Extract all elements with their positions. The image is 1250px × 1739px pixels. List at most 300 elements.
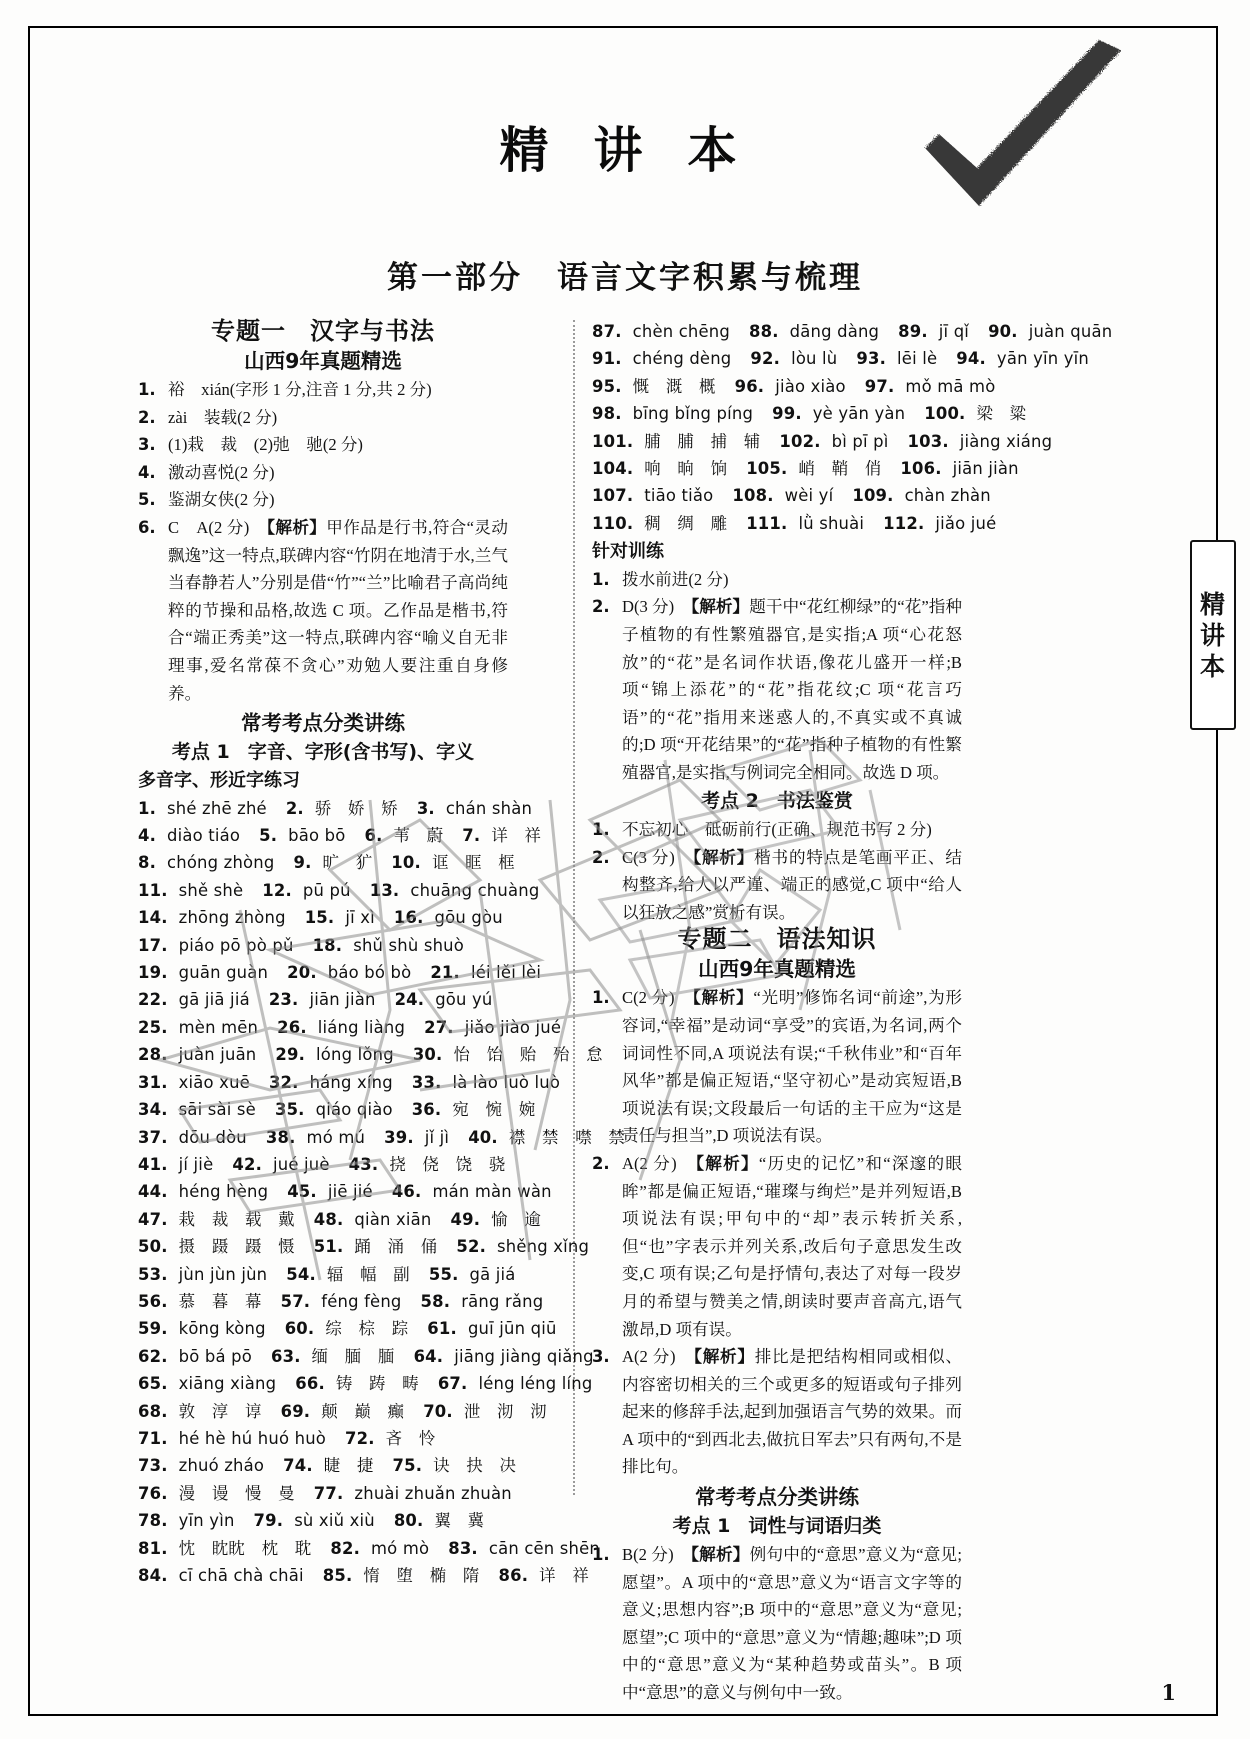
pinyin-entry-value: cī chā chà chāi bbox=[178, 1566, 304, 1585]
pinyin-entry-number: 56. bbox=[138, 1291, 168, 1311]
pinyin-entry-number: 9. bbox=[293, 853, 312, 873]
pinyin-entry-value: chán shàn bbox=[445, 798, 533, 818]
pinyin-entry-number: 32. bbox=[268, 1072, 299, 1092]
pinyin-row bbox=[138, 1452, 517, 1479]
pinyin-entry-value: shé zhē zhé bbox=[167, 798, 267, 818]
pinyin-entry-value: liáng liàng bbox=[317, 1017, 406, 1037]
pinyin-row bbox=[138, 1041, 603, 1068]
pinyin-entry-value: chóng zhòng bbox=[167, 853, 275, 873]
answer-item-number: 1. bbox=[138, 380, 156, 399]
pinyin-entry-value: jī xì bbox=[345, 908, 375, 928]
pinyin-entry-value: 挠 侥 饶 骁 bbox=[389, 1154, 506, 1174]
pinyin-entry-number: 74. bbox=[283, 1456, 313, 1476]
pinyin-entry-value: gōu gòu bbox=[434, 908, 503, 928]
pinyin-row bbox=[138, 1261, 516, 1288]
answer-item-text: 题干中“花红柳绿”的“花”指种子植物的有性繁殖器官,是实指;A 项“心花怒放”的“花”是名词作状语,像花儿盛开一样;B 项“锦上添花”的“花”指花纹;C 项“花言巧语”的“花”指用来迷惑人的,不真实或不真诚的;D 项“开花结果”的“花”指种子植物的有性繁殖器官,是实指,与例词完全相同。故选 D 项。 bbox=[622, 597, 963, 782]
pinyin-entry-number: 72. bbox=[345, 1428, 375, 1448]
pinyin-entry-value: kōng kòng bbox=[178, 1319, 266, 1339]
pinyin-entry-number: 85. bbox=[322, 1566, 353, 1585]
section-zhenti-left: 山西9年真题精选 bbox=[244, 348, 402, 373]
pinyin-entry-number: 105. bbox=[746, 459, 788, 479]
pinyin-entry-value: guī jūn qiū bbox=[467, 1319, 557, 1339]
pinyin-row bbox=[138, 877, 540, 904]
pinyin-entry-value: qiáo qiào bbox=[315, 1100, 393, 1120]
pinyin-entry-number: 96. bbox=[734, 376, 765, 396]
answer-item bbox=[592, 1343, 962, 1481]
pinyin-entry-value: guān guàn bbox=[178, 963, 269, 983]
pinyin-entry-number: 23. bbox=[268, 990, 299, 1010]
pinyin-entry-value: 翼 冀 bbox=[434, 1511, 485, 1531]
pinyin-entry-value: 响 晌 饷 bbox=[644, 459, 728, 479]
pinyin-entry-number: 42. bbox=[232, 1154, 262, 1174]
pinyin-entry-number: 71. bbox=[138, 1428, 168, 1448]
pinyin-entry-number: 66. bbox=[295, 1374, 325, 1394]
answer-item bbox=[138, 376, 508, 404]
pinyin-entry-value: bì pī pì bbox=[831, 431, 889, 451]
kaodian-3-answer-list bbox=[592, 1541, 962, 1707]
pinyin-row bbox=[592, 373, 996, 400]
pinyin-row bbox=[138, 795, 533, 822]
pinyin-entry-number: 53. bbox=[138, 1264, 168, 1284]
answer-item-number: 1. bbox=[592, 569, 610, 589]
section-changkao-left: 常考考点分类讲练 bbox=[241, 711, 405, 736]
pinyin-row bbox=[138, 822, 542, 849]
pinyin-row bbox=[138, 1069, 561, 1096]
book-title: 精 讲 本 bbox=[499, 121, 751, 179]
kaodian-2-heading bbox=[592, 788, 962, 816]
pinyin-entry-number: 8. bbox=[138, 853, 157, 873]
topic-1-label: 专题一 bbox=[211, 317, 286, 345]
pinyin-entry-number: 44. bbox=[138, 1182, 168, 1202]
section-changkao-right: 常考考点分类讲练 bbox=[695, 1485, 859, 1510]
answer-item bbox=[138, 404, 508, 432]
pinyin-entry-number: 16. bbox=[393, 908, 424, 928]
pinyin-entry-number: 22. bbox=[138, 990, 168, 1010]
pinyin-entry-value: 慕 暮 幕 bbox=[178, 1291, 262, 1311]
pinyin-entry-number: 75. bbox=[392, 1456, 423, 1476]
pinyin-entry-value: 愉 逾 bbox=[491, 1209, 541, 1229]
pinyin-entry-number: 3. bbox=[416, 798, 435, 818]
answer-item-text: 排比是把结构相同或相似、内容密切相关的三个或更多的短语或句子排列起来的修辞手法,起到加强语言气势的效果。而 A 项中的“到西北去,做抗日军去”只有两句,不是排比句。 bbox=[622, 1347, 963, 1477]
pinyin-entry-value: 栽 裁 载 戴 bbox=[178, 1209, 295, 1229]
answer-item-choice: C(2 分) bbox=[622, 988, 693, 1008]
pinyin-entry-value: sāi sài sè bbox=[178, 1100, 256, 1120]
answer-item bbox=[592, 1541, 962, 1707]
pinyin-entry-value: 详 祥 bbox=[491, 826, 542, 846]
pinyin-entry-number: 62. bbox=[138, 1346, 168, 1366]
kaodian-2-answer-list bbox=[592, 816, 962, 926]
pinyin-entry-value: shě shè bbox=[178, 880, 244, 900]
answer-item-choice: D(3 分) bbox=[622, 597, 691, 617]
pinyin-entry-value: 颠 巅 癫 bbox=[321, 1401, 405, 1421]
part-title bbox=[0, 252, 1250, 297]
pinyin-entry-value: 宛 惋 婉 bbox=[452, 1100, 536, 1120]
pinyin-row bbox=[138, 1507, 508, 1534]
pinyin-entry-value: bāo bō bbox=[288, 826, 346, 846]
pinyin-entry-value: 摄 蹑 蹑 慑 bbox=[178, 1237, 295, 1257]
pinyin-row bbox=[138, 959, 542, 986]
pinyin-entry-number: 110. bbox=[592, 513, 634, 533]
practice-label: 多音字、形近字练习 bbox=[138, 770, 300, 792]
pinyin-entry-number: 25. bbox=[138, 1017, 168, 1037]
pinyin-entry-number: 58. bbox=[420, 1291, 451, 1311]
pinyin-entry-value: 峭 鞘 俏 bbox=[798, 459, 882, 479]
pinyin-entry-value: xiāo xuē bbox=[178, 1072, 250, 1092]
pinyin-row bbox=[138, 1288, 544, 1315]
answer-item-text: 激动喜悦(2 分) bbox=[168, 462, 275, 482]
pinyin-row bbox=[138, 1178, 552, 1205]
pinyin-entry-value: jiǎo jué bbox=[935, 513, 997, 533]
pinyin-entry-number: 54. bbox=[286, 1264, 316, 1284]
pinyin-entry-number: 57. bbox=[280, 1291, 311, 1311]
answer-item-text: “光明”修饰名词“前途”,为形容词,“幸福”是动词“享受”的宾语,为名词,两个词词性不同,A 项说法有误;“千秋伟业”和“百年风华”都是偏正短语,“坚守初心”是动宾短语,B 项说法有误;文段最后一句话的主干应为“这是责任与担当”,D 项说法有误。 bbox=[622, 988, 962, 1146]
pinyin-entry-value: piáo pō pò pǔ bbox=[178, 935, 294, 955]
pinyin-entry-number: 90. bbox=[988, 322, 1018, 341]
pinyin-entry-value: chuāng chuàng bbox=[410, 880, 540, 900]
pinyin-entry-number: 92. bbox=[750, 349, 781, 369]
answer-item bbox=[138, 514, 508, 707]
answer-item-text: 不忘初心 砥砺前行(正确、规范书写 2 分) bbox=[622, 820, 932, 839]
pinyin-entry-value: 缅 腼 腼 bbox=[311, 1346, 395, 1366]
pinyin-row bbox=[138, 1535, 601, 1562]
section-zhenti-right: 山西9年真题精选 bbox=[698, 956, 856, 981]
answer-item-choice: A(2 分) bbox=[622, 1347, 694, 1367]
answer-item-number: 1. bbox=[592, 1545, 610, 1565]
pinyin-entry-number: 43. bbox=[348, 1154, 379, 1174]
answer-item-choice: B(2 分) bbox=[622, 1545, 691, 1565]
pinyin-entry-value: juàn quān bbox=[1028, 322, 1113, 341]
pinyin-row bbox=[138, 904, 508, 931]
pinyin-entry-value: féng fèng bbox=[321, 1291, 402, 1311]
pinyin-entry-value: lǜ shuài bbox=[798, 513, 865, 533]
answer-item-text: 裕 xián(字形 1 分,注音 1 分,共 2 分) bbox=[168, 380, 432, 399]
pinyin-entry-number: 49. bbox=[450, 1209, 481, 1229]
pinyin-entry-value: jiē jié bbox=[327, 1182, 373, 1202]
answer-item bbox=[592, 816, 962, 844]
answer-item-number: 6. bbox=[138, 517, 156, 537]
pinyin-entry-number: 38. bbox=[265, 1127, 296, 1147]
pinyin-row bbox=[138, 1151, 508, 1178]
part-title-label: 第一部分 bbox=[387, 260, 523, 296]
pinyin-entry-value: tiāo tiǎo bbox=[644, 486, 714, 506]
pinyin-entry-value: háng xíng bbox=[309, 1072, 393, 1092]
topic-2-answer-list bbox=[592, 984, 962, 1481]
pinyin-entry-number: 29. bbox=[275, 1045, 306, 1065]
answer-item-number: 3. bbox=[138, 435, 156, 455]
pinyin-entry-number: 93. bbox=[856, 349, 887, 369]
answer-item-analysis-label: 【解析】 bbox=[692, 847, 755, 867]
answer-item-number: 1. bbox=[592, 820, 610, 839]
answer-item bbox=[592, 593, 962, 786]
pinyin-entry-value: dāng dàng bbox=[789, 322, 880, 341]
pinyin-entry-number: 20. bbox=[287, 963, 317, 983]
pinyin-entry-number: 48. bbox=[313, 1209, 344, 1229]
answer-item-analysis-label: 【解析】 bbox=[266, 517, 327, 537]
pinyin-entry-number: 111. bbox=[746, 513, 788, 533]
pinyin-entry-value: báo bó bò bbox=[327, 963, 412, 983]
pinyin-entry-value: héng hèng bbox=[178, 1182, 269, 1202]
kaodian-2-name: 书法鉴赏 bbox=[776, 789, 853, 812]
pinyin-entry-value: chéng dèng bbox=[632, 349, 732, 369]
pinyin-entry-number: 26. bbox=[277, 1017, 307, 1037]
pinyin-entry-value: 铸 踌 畴 bbox=[335, 1374, 419, 1394]
pinyin-entry-number: 109. bbox=[852, 486, 894, 506]
pinyin-row bbox=[138, 849, 515, 876]
pinyin-entry-value: sù xiǔ xiù bbox=[294, 1511, 375, 1531]
page-number: 1 bbox=[1161, 1680, 1176, 1705]
pinyin-entry-number: 99. bbox=[772, 404, 802, 424]
pinyin-entry-value: diào tiáo bbox=[167, 826, 241, 846]
pinyin-entry-number: 14. bbox=[138, 908, 168, 928]
pinyin-entry-number: 97. bbox=[864, 376, 895, 396]
pinyin-entry-value: jī qǐ bbox=[938, 322, 970, 341]
answer-item bbox=[138, 486, 508, 514]
pinyin-entry-number: 88. bbox=[749, 322, 779, 341]
pinyin-entry-number: 70. bbox=[423, 1401, 453, 1421]
answer-item-text: 拨水前进(2 分) bbox=[622, 569, 729, 589]
pinyin-row bbox=[138, 1425, 508, 1452]
answer-item-number: 1. bbox=[592, 988, 610, 1008]
pinyin-entry-value: dōu dòu bbox=[178, 1127, 247, 1147]
right-column bbox=[592, 318, 1113, 1707]
kaodian-1-name: 字音、字形(含书写)、字义 bbox=[247, 740, 475, 763]
pinyin-row bbox=[138, 1014, 562, 1041]
pinyin-entry-number: 73. bbox=[138, 1456, 168, 1476]
side-tab-label bbox=[1200, 589, 1226, 682]
pinyin-entry-value: zhōng zhòng bbox=[178, 908, 286, 928]
answer-item-choice: C(3 分) bbox=[622, 847, 693, 867]
pinyin-entry-value: léi lěi lèi bbox=[470, 963, 542, 983]
pinyin-entry-number: 69. bbox=[280, 1401, 311, 1421]
pinyin-entry-number: 12. bbox=[262, 880, 292, 900]
topic-1-name: 汉字与书法 bbox=[310, 317, 435, 345]
pinyin-row bbox=[592, 482, 991, 509]
pinyin-entry-value: yān yīn yīn bbox=[996, 349, 1089, 369]
pinyin-entry-value: jùn jùn jùn bbox=[178, 1264, 268, 1284]
kaodian-1-heading bbox=[138, 739, 508, 767]
answer-item-text: (1)栽 裁 (2)弛 驰(2 分) bbox=[168, 435, 363, 455]
page-border-bottom bbox=[28, 1714, 1218, 1716]
pinyin-entry-value: mó mò bbox=[371, 1538, 430, 1558]
pinyin-entry-number: 104. bbox=[592, 459, 634, 479]
pinyin-entry-number: 83. bbox=[448, 1538, 478, 1558]
pinyin-entry-value: jiào xiào bbox=[775, 376, 846, 396]
pinyin-entry-value: gōu yú bbox=[435, 990, 493, 1010]
pinyin-entry-value: jiǎo jiào jué bbox=[464, 1017, 562, 1037]
pinyin-entry-value: lēi lè bbox=[897, 349, 938, 369]
pinyin-entry-number: 94. bbox=[956, 349, 986, 369]
pinyin-entry-number: 5. bbox=[259, 826, 278, 846]
answer-item bbox=[592, 566, 962, 594]
pinyin-row bbox=[138, 1480, 512, 1507]
pinyin-row bbox=[592, 400, 1027, 427]
pinyin-entry-value: cān cēn shēn bbox=[488, 1538, 601, 1558]
answer-item-analysis-label: 【解析】 bbox=[693, 1347, 755, 1367]
pinyin-entry-value: gā jiá bbox=[469, 1264, 516, 1284]
pinyin-entry-value: lòu lù bbox=[791, 349, 838, 369]
answer-item bbox=[138, 459, 508, 487]
answer-item-number: 2. bbox=[138, 407, 156, 427]
answer-item-text: “历史的记忆”和“深邃的眼眸”都是偏正短语,“璀璨与绚烂”是并列短语,B 项说法有误;甲句中的“却”表示转折关系,但“也”字表示并列关系,改后句子意思发生改变,C 项有误;乙句是抒情句,表达了对每一段岁月的希望与赞美之情,朗读时要声音高亢,语气激昂,D 项有误。 bbox=[622, 1153, 962, 1339]
kaodian-3-label: 考点 1 bbox=[672, 1514, 731, 1537]
pinyin-entry-number: 19. bbox=[138, 963, 168, 983]
pinyin-entry-value: 诀 抉 决 bbox=[433, 1456, 517, 1476]
pinyin-entry-number: 27. bbox=[424, 1017, 454, 1037]
pinyin-entry-number: 79. bbox=[253, 1511, 284, 1531]
pinyin-entry-value: 襟 禁 噤 禁 bbox=[508, 1127, 625, 1147]
pinyin-entry-number: 100. bbox=[924, 404, 966, 424]
pinyin-row bbox=[592, 510, 997, 537]
pinyin-entry-number: 63. bbox=[270, 1346, 301, 1366]
pinyin-row bbox=[138, 1096, 536, 1123]
pinyin-entry-value: 吝 怜 bbox=[385, 1428, 436, 1448]
pinyin-entry-value: 脯 脯 捕 辅 bbox=[644, 431, 761, 451]
pinyin-entry-value: jué juè bbox=[273, 1154, 330, 1174]
pinyin-entry-number: 87. bbox=[592, 322, 622, 341]
pinyin-entry-value: jí jiè bbox=[178, 1154, 214, 1174]
pinyin-entry-number: 4. bbox=[138, 826, 157, 846]
left-pinyin-list bbox=[138, 795, 625, 1590]
pinyin-entry-number: 101. bbox=[592, 431, 634, 451]
topic-heading-2 bbox=[592, 926, 962, 954]
answer-item-number: 3. bbox=[592, 1347, 610, 1367]
pinyin-entry-number: 55. bbox=[428, 1264, 459, 1284]
pinyin-entry-number: 45. bbox=[287, 1182, 317, 1202]
pinyin-entry-value: lóng lǒng bbox=[316, 1045, 394, 1065]
column-divider bbox=[573, 320, 575, 1495]
pinyin-entry-number: 17. bbox=[138, 935, 168, 955]
pinyin-entry-number: 7. bbox=[462, 826, 481, 846]
pinyin-entry-value: zhuó zháo bbox=[178, 1456, 265, 1476]
pinyin-entry-value: 踊 涌 俑 bbox=[354, 1237, 438, 1257]
pinyin-entry-number: 18. bbox=[312, 935, 343, 955]
pinyin-entry-value: qiàn xiān bbox=[354, 1209, 432, 1229]
answer-item bbox=[138, 431, 508, 459]
pinyin-entry-value: 泄 沏 沏 bbox=[463, 1401, 547, 1421]
answer-item-choice: C A(2 分) bbox=[168, 517, 267, 537]
pinyin-entry-value: shǔ shù shuò bbox=[353, 935, 464, 955]
pinyin-entry-number: 2. bbox=[285, 798, 304, 818]
pinyin-entry-number: 46. bbox=[391, 1182, 422, 1202]
pinyin-entry-number: 13. bbox=[369, 880, 400, 900]
pinyin-entry-number: 67. bbox=[437, 1374, 468, 1394]
pinyin-entry-number: 102. bbox=[779, 431, 821, 451]
kaodian-3-heading bbox=[592, 1513, 962, 1541]
pinyin-row bbox=[138, 1124, 625, 1151]
side-tab-char: 讲 bbox=[1199, 620, 1226, 650]
answer-item-choice: A(2 分) bbox=[622, 1153, 696, 1173]
answer-item bbox=[592, 984, 962, 1150]
pinyin-entry-number: 34. bbox=[138, 1100, 168, 1120]
pinyin-entry-number: 11. bbox=[138, 880, 168, 900]
pinyin-row bbox=[138, 1233, 590, 1260]
pinyin-entry-number: 65. bbox=[138, 1374, 168, 1394]
pinyin-entry-number: 28. bbox=[138, 1045, 168, 1065]
pinyin-entry-value: zhuài zhuǎn zhuàn bbox=[354, 1483, 512, 1503]
pinyin-entry-value: 综 棕 踪 bbox=[325, 1319, 409, 1339]
pinyin-row bbox=[138, 1343, 594, 1370]
pinyin-entry-number: 10. bbox=[391, 853, 421, 873]
pinyin-entry-number: 106. bbox=[900, 459, 942, 479]
answer-item-number: 2. bbox=[592, 1153, 610, 1173]
pinyin-entry-value: 稠 绸 雕 bbox=[644, 513, 728, 533]
pinyin-entry-number: 64. bbox=[413, 1346, 444, 1366]
pinyin-entry-value: rāng rǎng bbox=[461, 1291, 544, 1311]
pinyin-row bbox=[592, 345, 1089, 372]
topic-2-label: 专题二 bbox=[677, 925, 753, 954]
answer-item-text: 鉴湖女侠(2 分) bbox=[168, 490, 275, 510]
pinyin-entry-number: 91. bbox=[592, 349, 622, 369]
pinyin-entry-number: 82. bbox=[330, 1538, 361, 1558]
pinyin-entry-number: 40. bbox=[468, 1127, 498, 1147]
pinyin-entry-number: 89. bbox=[898, 322, 928, 341]
pinyin-entry-number: 21. bbox=[430, 963, 460, 983]
pinyin-entry-number: 51. bbox=[313, 1237, 344, 1257]
right-pinyin-list bbox=[592, 318, 1113, 537]
pinyin-entry-value: juàn juān bbox=[178, 1045, 257, 1065]
pinyin-entry-value: 辐 幅 副 bbox=[326, 1264, 410, 1284]
pinyin-entry-value: jiān jiàn bbox=[309, 990, 376, 1010]
pinyin-entry-number: 59. bbox=[138, 1319, 168, 1339]
pinyin-entry-value: jiāng jiàng qiǎng bbox=[454, 1346, 594, 1366]
pinyin-entry-value: chèn chēng bbox=[632, 322, 730, 341]
answer-item-analysis-label: 【解析】 bbox=[690, 1545, 750, 1565]
answer-item-number: 2. bbox=[592, 597, 610, 617]
pinyin-entry-number: 37. bbox=[138, 1127, 168, 1147]
zhendui-label: 针对训练 bbox=[592, 541, 664, 563]
pinyin-row bbox=[592, 455, 1019, 482]
pinyin-entry-value: 旷 犷 bbox=[322, 853, 373, 873]
pinyin-row bbox=[138, 932, 508, 959]
pinyin-entry-number: 76. bbox=[138, 1483, 168, 1503]
pinyin-entry-number: 47. bbox=[138, 1209, 168, 1229]
answer-item-text: 甲作品是行书,符合“灵动飘逸”这一特点,联碑内容“竹阴在地清于水,兰气当春静若人”分别是借“竹”“兰”比喻君子高尚纯粹的节操和品格,故选 C 项。乙作品是楷书,符合“端正秀美”这一特点,联碑内容“喻义自无非理事,爱名常葆不贪心”劝勉人要注重自身修养。 bbox=[168, 517, 508, 703]
pinyin-row bbox=[592, 318, 1113, 345]
pinyin-entry-value: yè yān yàn bbox=[812, 404, 906, 424]
pinyin-entry-number: 6. bbox=[364, 826, 383, 846]
pinyin-entry-number: 31. bbox=[138, 1072, 168, 1092]
answer-item-text: 例句中的“意思”意义为“意见;愿望”。A 项中的“意思”意义为“语言文字等的意义;思想内容”;B 项中的“意思”意义为“意见;愿望”;C 项中的“意思”意义为“情趣;趣味”;D 项中的“意思”意义为“某种趋势或苗头”。B 项中“意思”的意义与例句中一致。 bbox=[622, 1545, 962, 1703]
pinyin-entry-value: léng léng líng bbox=[478, 1374, 593, 1394]
pinyin-row bbox=[138, 1370, 593, 1397]
pinyin-entry-number: 86. bbox=[498, 1566, 529, 1585]
pinyin-entry-value: mó mú bbox=[306, 1127, 366, 1147]
pinyin-entry-value: mǒ mā mò bbox=[905, 376, 996, 396]
pinyin-entry-number: 98. bbox=[592, 404, 622, 424]
pinyin-entry-value: 详 祥 bbox=[539, 1566, 589, 1585]
pinyin-entry-value: xiāng xiàng bbox=[178, 1374, 277, 1394]
pinyin-entry-number: 68. bbox=[138, 1401, 168, 1421]
pinyin-row bbox=[138, 1398, 547, 1425]
kaodian-3-name: 词性与词语归类 bbox=[748, 1514, 882, 1537]
pinyin-entry-number: 30. bbox=[412, 1045, 443, 1065]
zhendui-answer-list bbox=[592, 566, 962, 787]
pinyin-entry-number: 50. bbox=[138, 1237, 168, 1257]
pinyin-entry-number: 81. bbox=[138, 1538, 168, 1558]
pinyin-entry-value: 诓 眶 框 bbox=[431, 853, 515, 873]
pinyin-entry-value: mán màn wàn bbox=[432, 1182, 552, 1202]
pinyin-entry-value: chàn zhàn bbox=[904, 486, 991, 506]
pinyin-entry-value: 惰 堕 椭 隋 bbox=[363, 1566, 480, 1585]
answer-item bbox=[592, 844, 962, 927]
pinyin-entry-number: 78. bbox=[138, 1511, 168, 1531]
part-title-name: 语言文字积累与梳理 bbox=[557, 260, 863, 296]
side-tab-char: 本 bbox=[1199, 651, 1226, 681]
pinyin-entry-value: shěng xǐng bbox=[497, 1237, 590, 1257]
pinyin-entry-number: 103. bbox=[907, 431, 949, 451]
pinyin-entry-number: 80. bbox=[393, 1511, 424, 1531]
pinyin-entry-value: wèi yí bbox=[784, 486, 834, 506]
